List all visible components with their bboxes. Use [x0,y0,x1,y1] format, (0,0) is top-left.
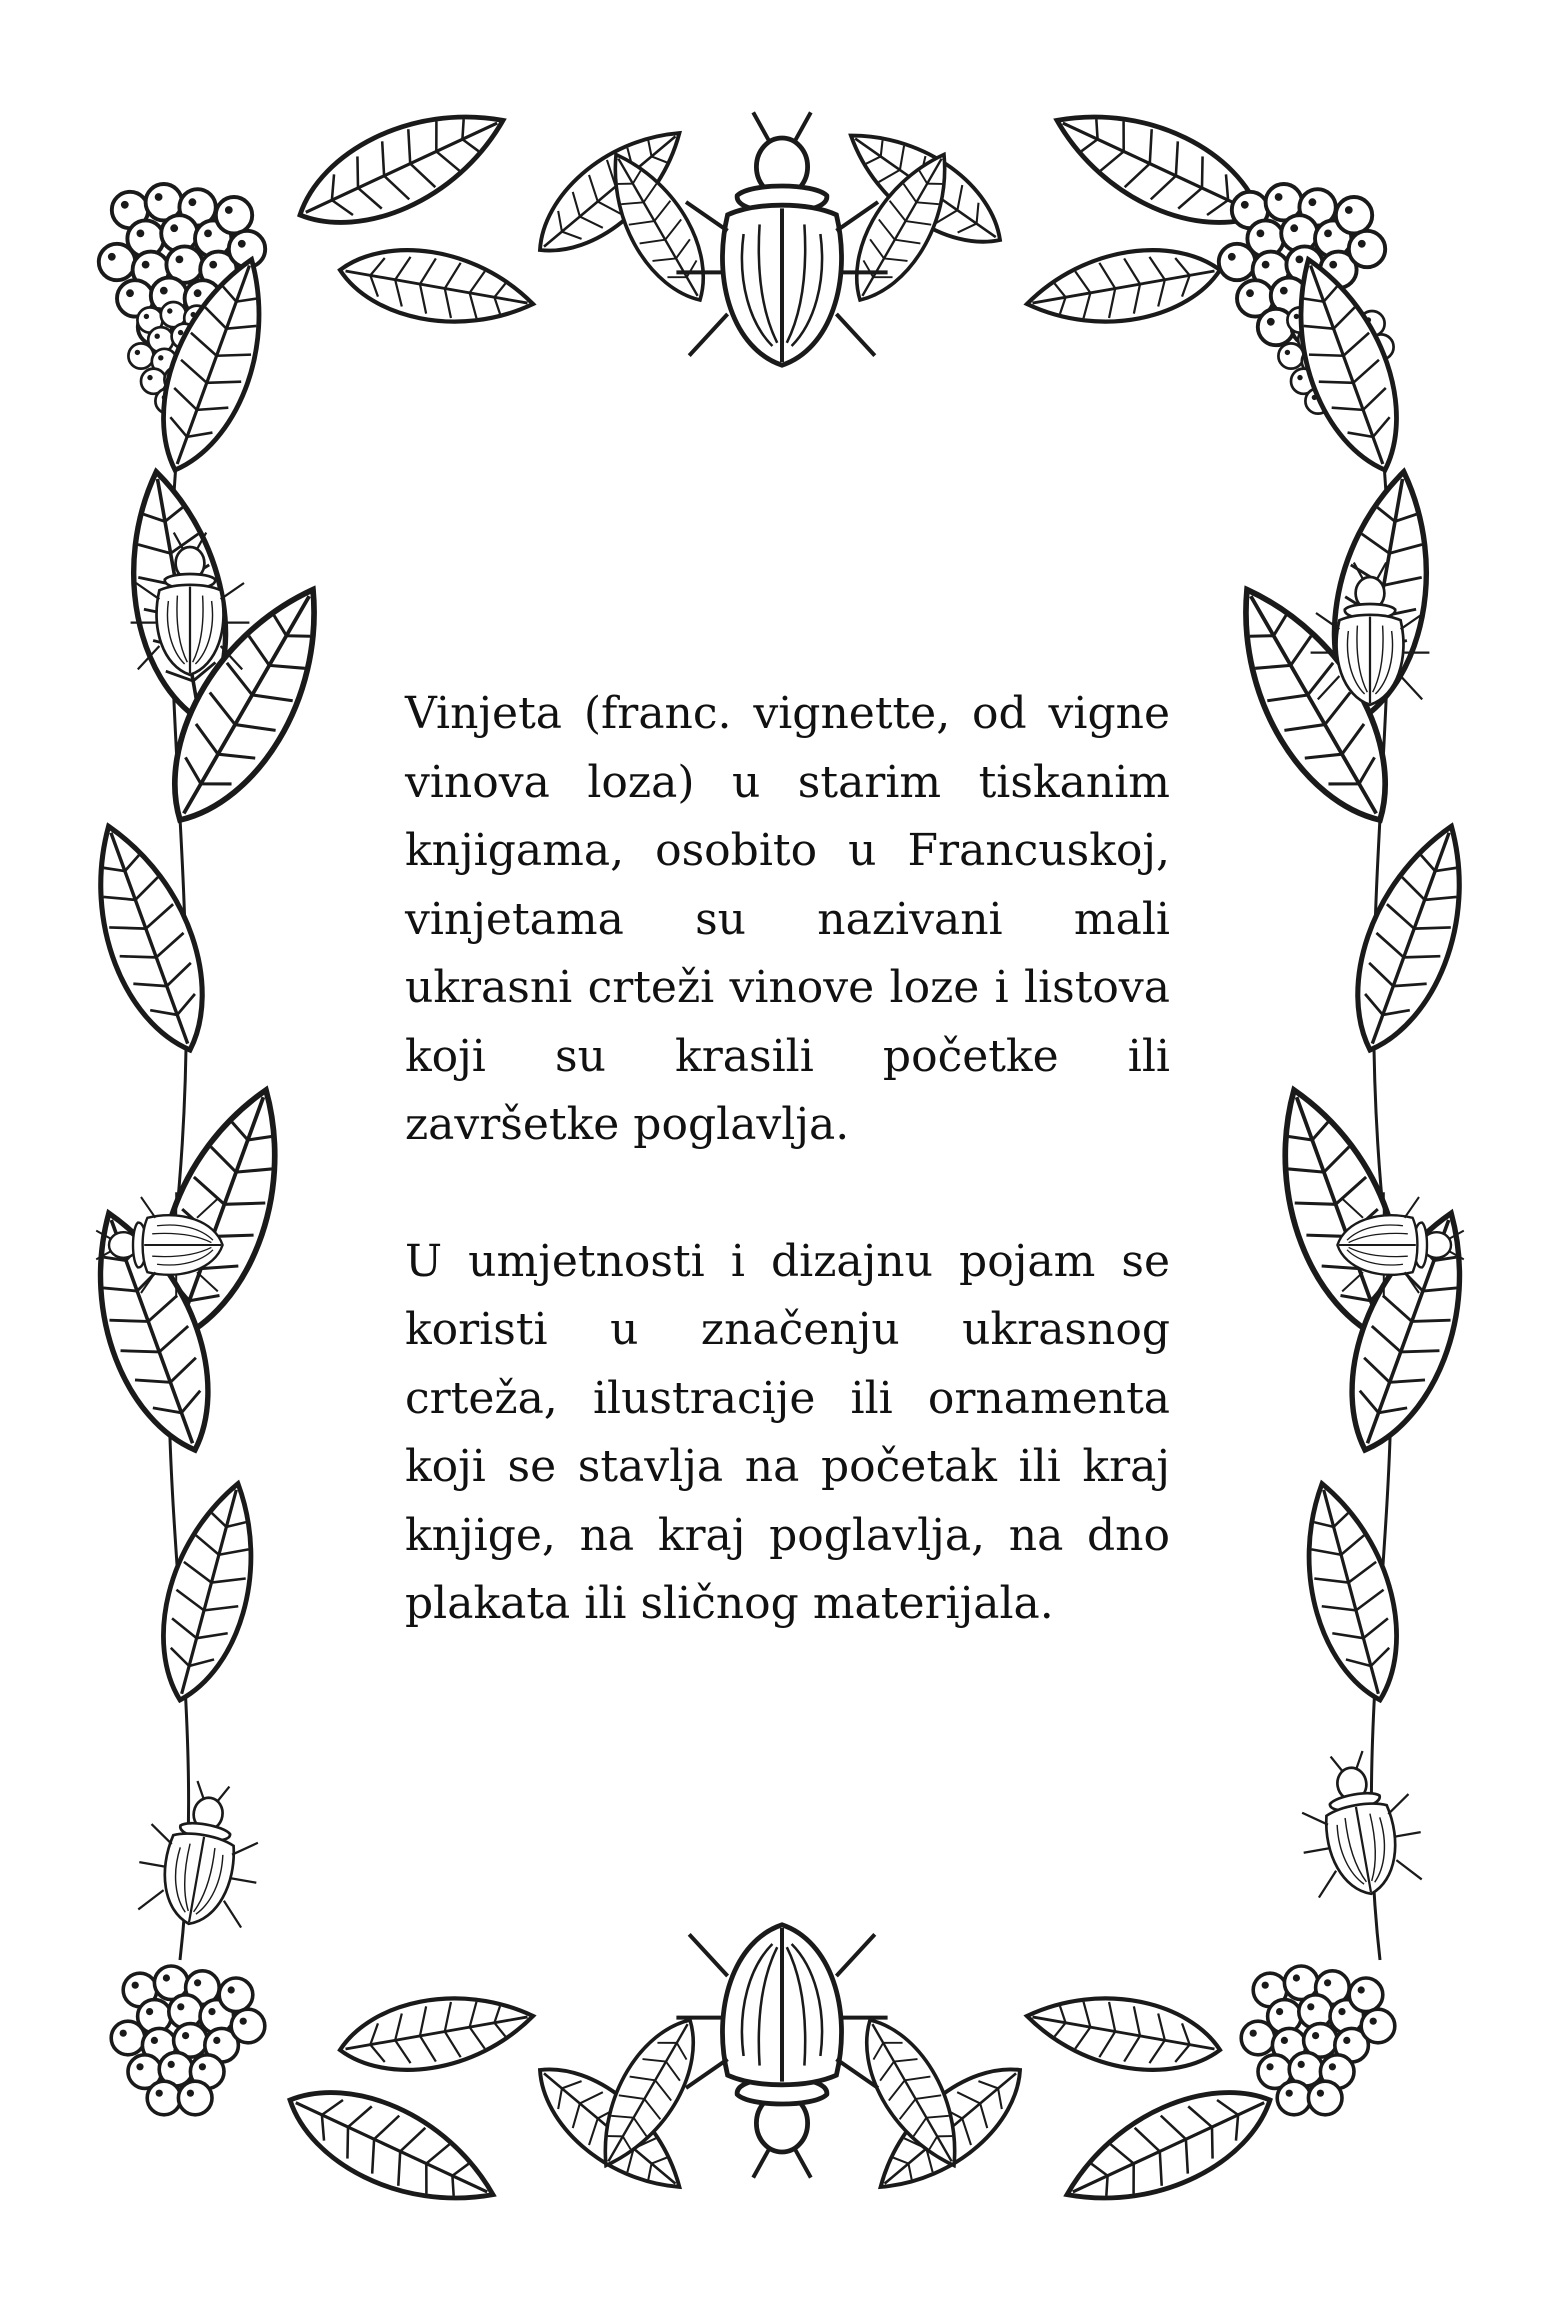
leaf-icon [1207,246,1491,1710]
beetle-icon [676,1925,887,2178]
paragraph-1: Vinjeta (franc. vignette, od vigne vinova loza) u starim tiskanim knjigama, osobito u Francuskoj, vinjetama su nazivani mali ukrasni crteži vinove loze i listova koji su krasili početke ili završetke poglavlja. [405,688,1170,1150]
leaf-icon [68,246,352,1710]
paragraph-2: U umjetnosti i dizajnu pojam se koristi u značenju ukrasnog crteža, ilustracije ili ornamenta koji se stavlja na početak ili kraj knjige, na kraj poglavlja, na dno plakata ili sličnog materijala. [405,1235,1170,1629]
body-text [405,680,1170,1639]
